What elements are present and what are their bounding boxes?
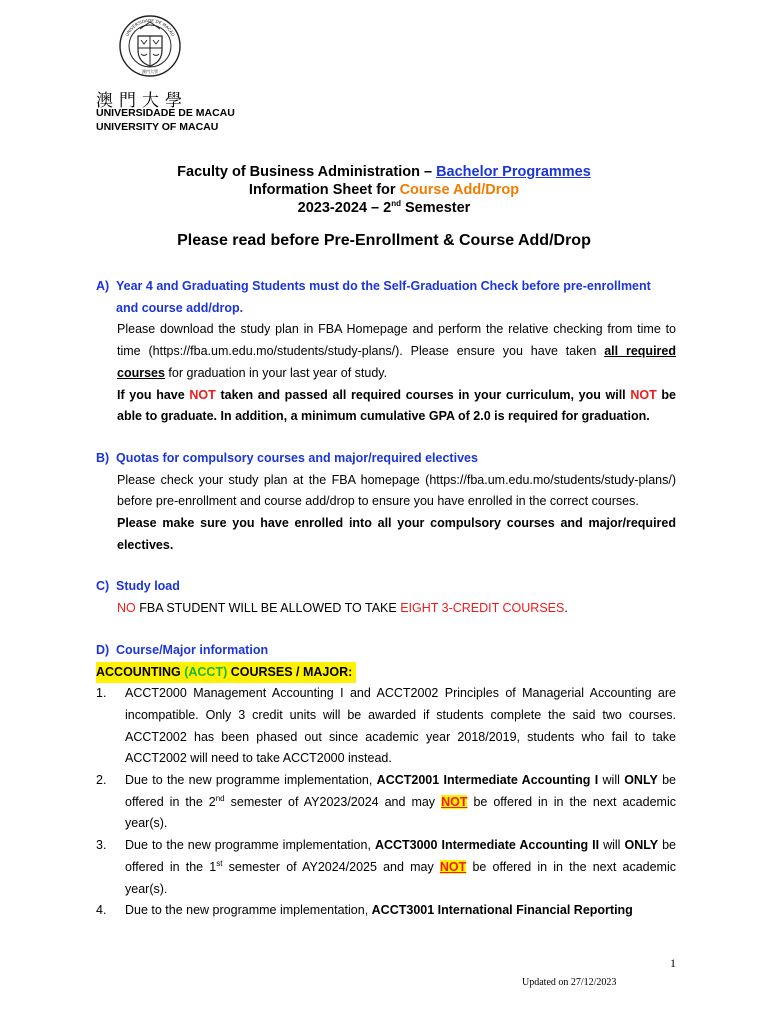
title-line-2: Information Sheet for Course Add/Drop: [248, 182, 520, 198]
bachelor-programmes-link[interactable]: Bachelor Programmes: [436, 164, 591, 180]
section-a-heading: A) Year 4 and Graduating Students must do the Self-Graduation Check before pre-enrollment and course add/drop.: [96, 279, 651, 315]
section-a-paragraph-2: If you have NOT taken and passed all required courses in your curriculum, you will NOT be able to graduate. In addition, a minimum cumulative GPA of 2.0 is required for graduation.: [117, 387, 676, 424]
accounting-subheading: ACCOUNTING (ACCT) COURSES / MAJOR:: [96, 662, 356, 684]
title-line-1: Faculty of Business Administration – Bachelor Programmes: [177, 164, 591, 180]
updated-date: Updated on 27/12/2023: [522, 977, 617, 988]
section-c-paragraph: NO FBA STUDENT WILL BE ALLOWED TO TAKE EIGHT 3-CREDIT COURSES.: [117, 601, 568, 616]
section-b-heading: B) Quotas for compulsory courses and major/required electives: [96, 450, 478, 465]
main-heading: Please read before Pre-Enrollment & Course Add/Drop: [177, 232, 591, 249]
university-name-en: UNIVERSITY OF MACAU: [96, 121, 219, 133]
title-line-3: 2023-2024 – 2nd Semester: [297, 199, 471, 216]
title-block: [0, 163, 768, 250]
university-name-pt: UNIVERSIDADE DE MACAU: [96, 107, 235, 119]
section-c-heading: C) Study load: [96, 579, 180, 594]
section-d-heading: D) Course/Major information: [96, 642, 269, 657]
svg-text:UNIVERSIDADE DE MACAU: UNIVERSIDADE DE MACAU: [124, 17, 176, 38]
section-b-paragraph-2: Please make sure you have enrolled into all your compulsory courses and major/required electives.: [117, 516, 676, 552]
page-number: 1: [670, 956, 676, 970]
section-b-paragraph-1: Please check your study plan at the FBA homepage (https://fba.um.edu.mo/students/study-plans/) before pre-enrollment and course add/drop to ensure you have enrolled in the correct courses.: [117, 472, 676, 509]
list-item: 1. ACCT2000 Management Accounting I and ACCT2002 Principles of Managerial Accounting are incompatible. Only 3 credit units will be awarded if students complete the said two courses. ACCT2002 has been phased out since academic year 2018/2019, students who fail to take ACCT2002 will need to take ACCT2000 instead.: [96, 686, 676, 766]
university-chinese-name: 澳門大學: [96, 91, 188, 111]
list-item: 4. Due to the new programme implementation, ACCT3001 International Financial Reporting: [96, 903, 633, 918]
university-seal-logo: [118, 14, 182, 78]
accounting-notes-list: [96, 683, 676, 922]
section-a-paragraph-1: Please download the study plan in FBA Homepage and perform the relative checking from time to time (https://fba.um.edu.mo/students/study-plans/). Please ensure you have taken all required courses for graduation in your last year of study.: [117, 322, 676, 380]
content-body: [96, 276, 676, 922]
svg-text:澳門大學: 澳門大學: [142, 69, 158, 74]
list-item: 2. Due to the new programme implementation, ACCT2001 Intermediate Accounting I will ONLY be offered in the 2nd semester of AY2023/2024 and may NOT be offered in in the next academic year(s).: [96, 773, 676, 831]
list-item: 3. Due to the new programme implementation, ACCT3000 Intermediate Accounting II will ONLY be offered in the 1st semester of AY2024/2025 and may NOT be offered in in the next academic year(s).: [96, 838, 676, 896]
